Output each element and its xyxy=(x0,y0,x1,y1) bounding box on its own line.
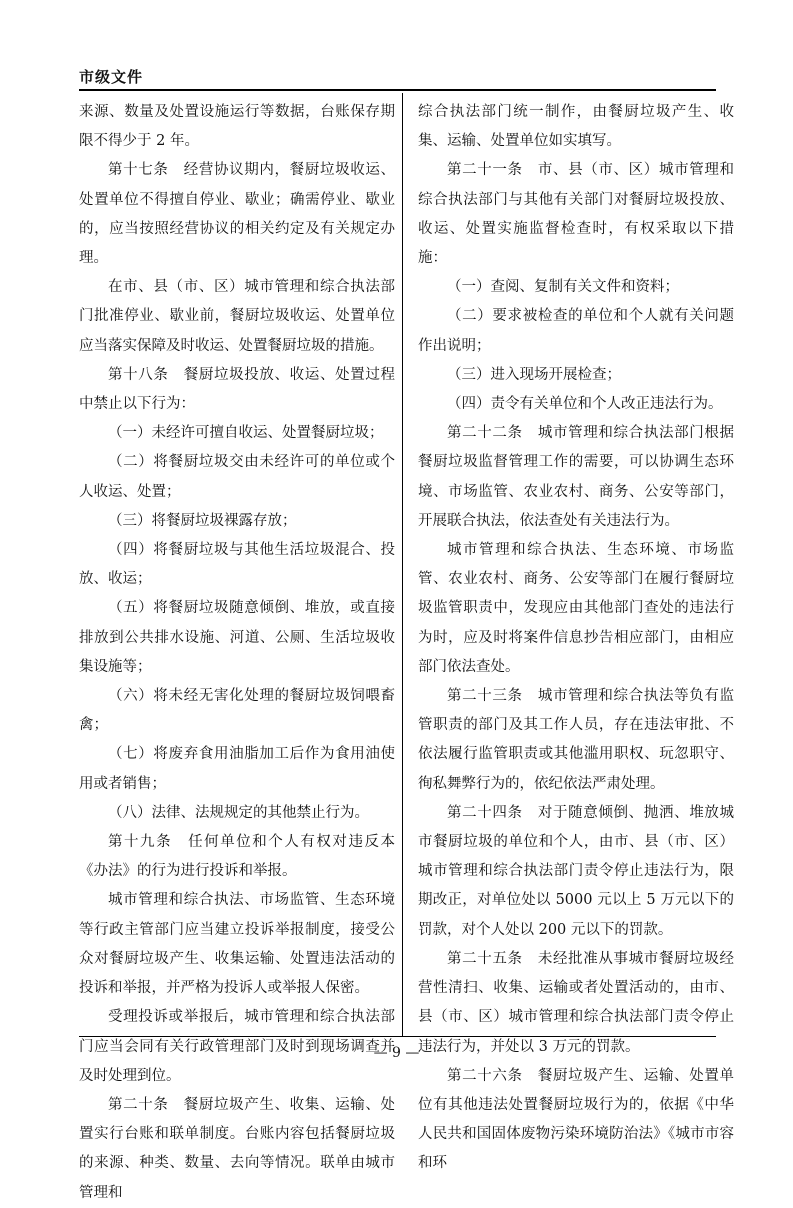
footer-rule xyxy=(79,1036,716,1037)
paragraph: 第十九条 任何单位和个人有权对违反本《办法》的行为进行投诉和举报。 xyxy=(79,834,395,880)
paragraph: （四）将餐厨垃圾与其他生活垃圾混合、投放、收运； xyxy=(79,542,395,588)
paragraph: （三）进入现场开展检查； xyxy=(447,366,621,383)
left-column xyxy=(79,98,395,1208)
header-rule xyxy=(79,89,716,91)
paragraph: 在市、县（市、区）城市管理和综合执法部门批准停业、歇业前，餐厨垃圾收运、处置单位应当落实保障及时收运、处置餐厨垃圾的措施。 xyxy=(79,279,395,354)
paragraph: 第二十三条 城市管理和综合执法等负有监管职责的部门及其工作人员，存在违法审批、不依法履行监管职责或其他滥用职权、玩忽职守、徇私舞弊行为的，依纪依法严肃处理。 xyxy=(418,688,734,792)
paragraph: 第二十条 餐厨垃圾产生、收集、运输、处置实行台账和联单制度。台账内容包括餐厨垃圾的来源、种类、数量、去向等情况。联单由城市管理和 xyxy=(79,1096,395,1201)
paragraph: 第二十四条 对于随意倾倒、抛洒、堆放城市餐厨垃圾的单位和个人，由市、县（市、区）城市管理和综合执法部门责令停止违法行为，限期改正，对单位处以 5000 元以上 5 万元以下的罚款，对个人处以 200 元以下的罚款。 xyxy=(418,804,734,938)
paragraph: 第十七条 经营协议期内，餐厨垃圾收运、处置单位不得擅自停业、歇业；确需停业、歇业的，应当按照经营协议的相关约定及有关规定办理。 xyxy=(79,162,395,267)
paragraph: （一）查阅、复制有关文件和资料； xyxy=(447,279,679,296)
paragraph: （六）将未经无害化处理的餐厨垃圾饲喂畜禽； xyxy=(79,688,395,734)
header-title: 市级文件 xyxy=(79,68,144,86)
paragraph: 第十八条 餐厨垃圾投放、收运、处置过程中禁止以下行为： xyxy=(79,366,395,413)
paragraph: 城市管理和综合执法、市场监管、生态环境等行政主管部门应当建立投诉举报制度，接受公众对餐厨垃圾产生、收集运输、处置违法活动的投诉和举报，并严格为投诉人或举报人保密。 xyxy=(79,892,395,997)
paragraph: 来源、数量及处置设施运行等数据，台账保存期限不得少于 2 年。 xyxy=(79,104,395,150)
paragraph: 第二十二条 城市管理和综合执法部门根据餐厨垃圾监督管理工作的需要，可以协调生态环境、市场监管、农业农村、商务、公安等部门，开展联合执法，依法查处有关违法行为。 xyxy=(418,425,734,529)
paragraph: （二）要求被检查的单位和个人就有关问题作出说明； xyxy=(418,308,734,354)
paragraph: （一）未经许可擅自收运、处置餐厨垃圾； xyxy=(108,425,384,442)
paragraph: 城市管理和综合执法、生态环境、市场监管、农业农村、商务、公安等部门在履行餐厨垃圾监管职责中，发现应由其他部门查处的违法行为时，应及时将案件信息抄告相应部门，由相应部门依法查处。 xyxy=(418,542,734,675)
paragraph: （八）法律、法规规定的其他禁止行为。 xyxy=(108,804,369,821)
paragraph: 综合执法部门统一制作，由餐厨垃圾产生、收集、运输、处置单位如实填写。 xyxy=(418,104,734,150)
paragraph: 第二十一条 市、县（市、区）城市管理和综合执法部门与其他有关部门对餐厨垃圾投放、收运、处置实施监督检查时，有权采取以下措施： xyxy=(418,162,734,267)
paragraph: 第二十六条 餐厨垃圾产生、运输、处置单位有其他违法处置餐厨垃圾行为的，依据《中华人民共和国固体废物污染环境防治法》《城市市容和环 xyxy=(418,1067,734,1172)
right-column xyxy=(418,98,734,1179)
column-divider xyxy=(402,93,403,1036)
paragraph: 受理投诉或举报后，城市管理和综合执法部门应当会同有关行政管理部门及时到现场调查并及时处理到位。 xyxy=(79,1009,395,1084)
paragraph: （四）责令有关单位和个人改正违法行为。 xyxy=(447,396,723,413)
paragraph: （二）将餐厨垃圾交由未经许可的单位或个人收运、处置； xyxy=(79,454,395,500)
paragraph: （五）将餐厨垃圾随意倾倒、堆放，或直接排放到公共排水设施、河道、公厕、生活垃圾收集设施等； xyxy=(79,600,395,675)
paragraph: 第二十五条 未经批准从事城市餐厨垃圾经营性清扫、收集、运输或者处置活动的，由市、县（市、区）城市管理和综合执法部门责令停止违法行为，并处以 3 万元的罚款。 xyxy=(418,950,734,1055)
paragraph: （三）将餐厨垃圾裸露存放； xyxy=(108,512,297,529)
page-number: — 9 — xyxy=(373,1045,420,1061)
paragraph: （七）将废弃食用油脂加工后作为食用油使用或者销售； xyxy=(79,746,395,792)
